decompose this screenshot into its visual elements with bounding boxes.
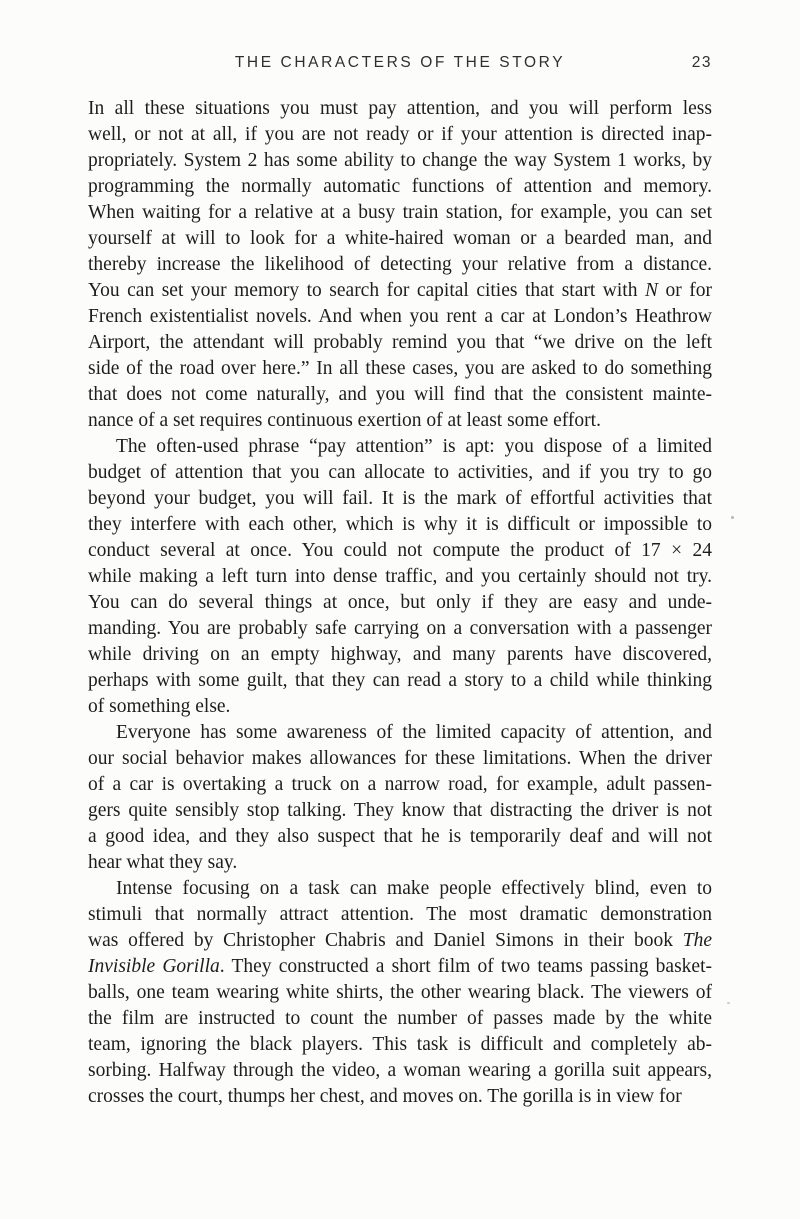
text-line: balls, one team wearing white shirts, the other wearing black. The viewers of (88, 982, 712, 1003)
text-line: team, ignoring the black players. This task is difficult and completely ab- (88, 1034, 712, 1055)
text-line: perhaps with some guilt, that they can read a story to a child while thinking (88, 670, 712, 691)
text-line: Everyone has some awareness of the limited capacity of attention, and (116, 722, 712, 743)
text-line: You can set your memory to search for capital cities that start with N or for (88, 280, 712, 301)
text-line: of something else. (88, 696, 231, 717)
running-header-title: THE CHARACTERS OF THE STORY (234, 54, 566, 71)
text-line: French existentialist novels. And when you rent a car at London’s Heathrow (88, 306, 712, 327)
scan-speck (727, 1002, 730, 1004)
paragraph (88, 720, 712, 876)
text-line: The often-used phrase “pay attention” is apt: you dispose of a limited (116, 436, 712, 457)
paragraph (88, 434, 712, 720)
text-line: stimuli that normally attract attention. The most dramatic demonstration (88, 904, 712, 925)
page-number: 23 (691, 54, 712, 71)
text-line: was offered by Christopher Chabris and Daniel Simons in their book The (88, 930, 712, 951)
text-line: a good idea, and they also suspect that he is temporarily deaf and will not (88, 826, 712, 847)
text-line: Intense focusing on a task can make people effectively blind, even to (116, 878, 712, 899)
text-line: manding. You are probably safe carrying on a conversation with a passenger (88, 618, 712, 639)
text-line: sorbing. Halfway through the video, a woman wearing a gorilla suit appears, (88, 1060, 712, 1081)
text-line: the film are instructed to count the number of passes made by the white (88, 1008, 712, 1029)
text-line: You can do several things at once, but only if they are easy and unde- (88, 592, 712, 613)
text-line: thereby increase the likelihood of detecting your relative from a distance. (88, 254, 712, 275)
text-line: gers quite sensibly stop talking. They know that distracting the driver is not (88, 800, 712, 821)
text-line: programming the normally automatic functions of attention and memory. (88, 176, 712, 197)
text-line: of a car is overtaking a truck on a narrow road, for example, adult passen- (88, 774, 712, 795)
text-line: while making a left turn into dense traffic, and you certainly should not try. (88, 566, 712, 587)
text-line: while driving on an empty highway, and many parents have discovered, (88, 644, 712, 665)
text-line: well, or not at all, if you are not ready or if your attention is directed inap- (88, 124, 712, 145)
text-line: our social behavior makes allowances for these limitations. When the driver (88, 748, 712, 769)
text-line: Airport, the attendant will probably remind you that “we drive on the left (88, 332, 712, 353)
text-line: nance of a set requires continuous exertion of at least some effort. (88, 410, 601, 431)
text-line: Invisible Gorilla. They constructed a short film of two teams passing basket- (88, 956, 712, 977)
text-line: hear what they say. (88, 852, 238, 873)
text-line: yourself at will to look for a white-haired woman or a bearded man, and (88, 228, 712, 249)
page-text (88, 96, 712, 1110)
text-line: side of the road over here.” In all these cases, you are asked to do something (88, 358, 712, 379)
paragraph (88, 876, 712, 1110)
text-line: In all these situations you must pay attention, and you will perform less (88, 98, 712, 119)
paragraph (88, 96, 712, 434)
text-line: they interfere with each other, which is why it is difficult or impossible to (88, 514, 712, 535)
text-line: that does not come naturally, and you will find that the consistent mainte- (88, 384, 712, 405)
text-line: budget of attention that you can allocate to activities, and if you try to go (88, 462, 712, 483)
text-line: When waiting for a relative at a busy train station, for example, you can set (88, 202, 712, 223)
text-line: propriately. System 2 has some ability to change the way System 1 works, by (88, 150, 712, 171)
page-header (88, 54, 712, 74)
scan-speck (731, 516, 734, 519)
text-line: conduct several at once. You could not compute the product of 17 × 24 (88, 540, 712, 561)
text-line: beyond your budget, you will fail. It is the mark of effortful activities that (88, 488, 712, 509)
text-line: crosses the court, thumps her chest, and moves on. The gorilla is in view for (88, 1086, 682, 1107)
